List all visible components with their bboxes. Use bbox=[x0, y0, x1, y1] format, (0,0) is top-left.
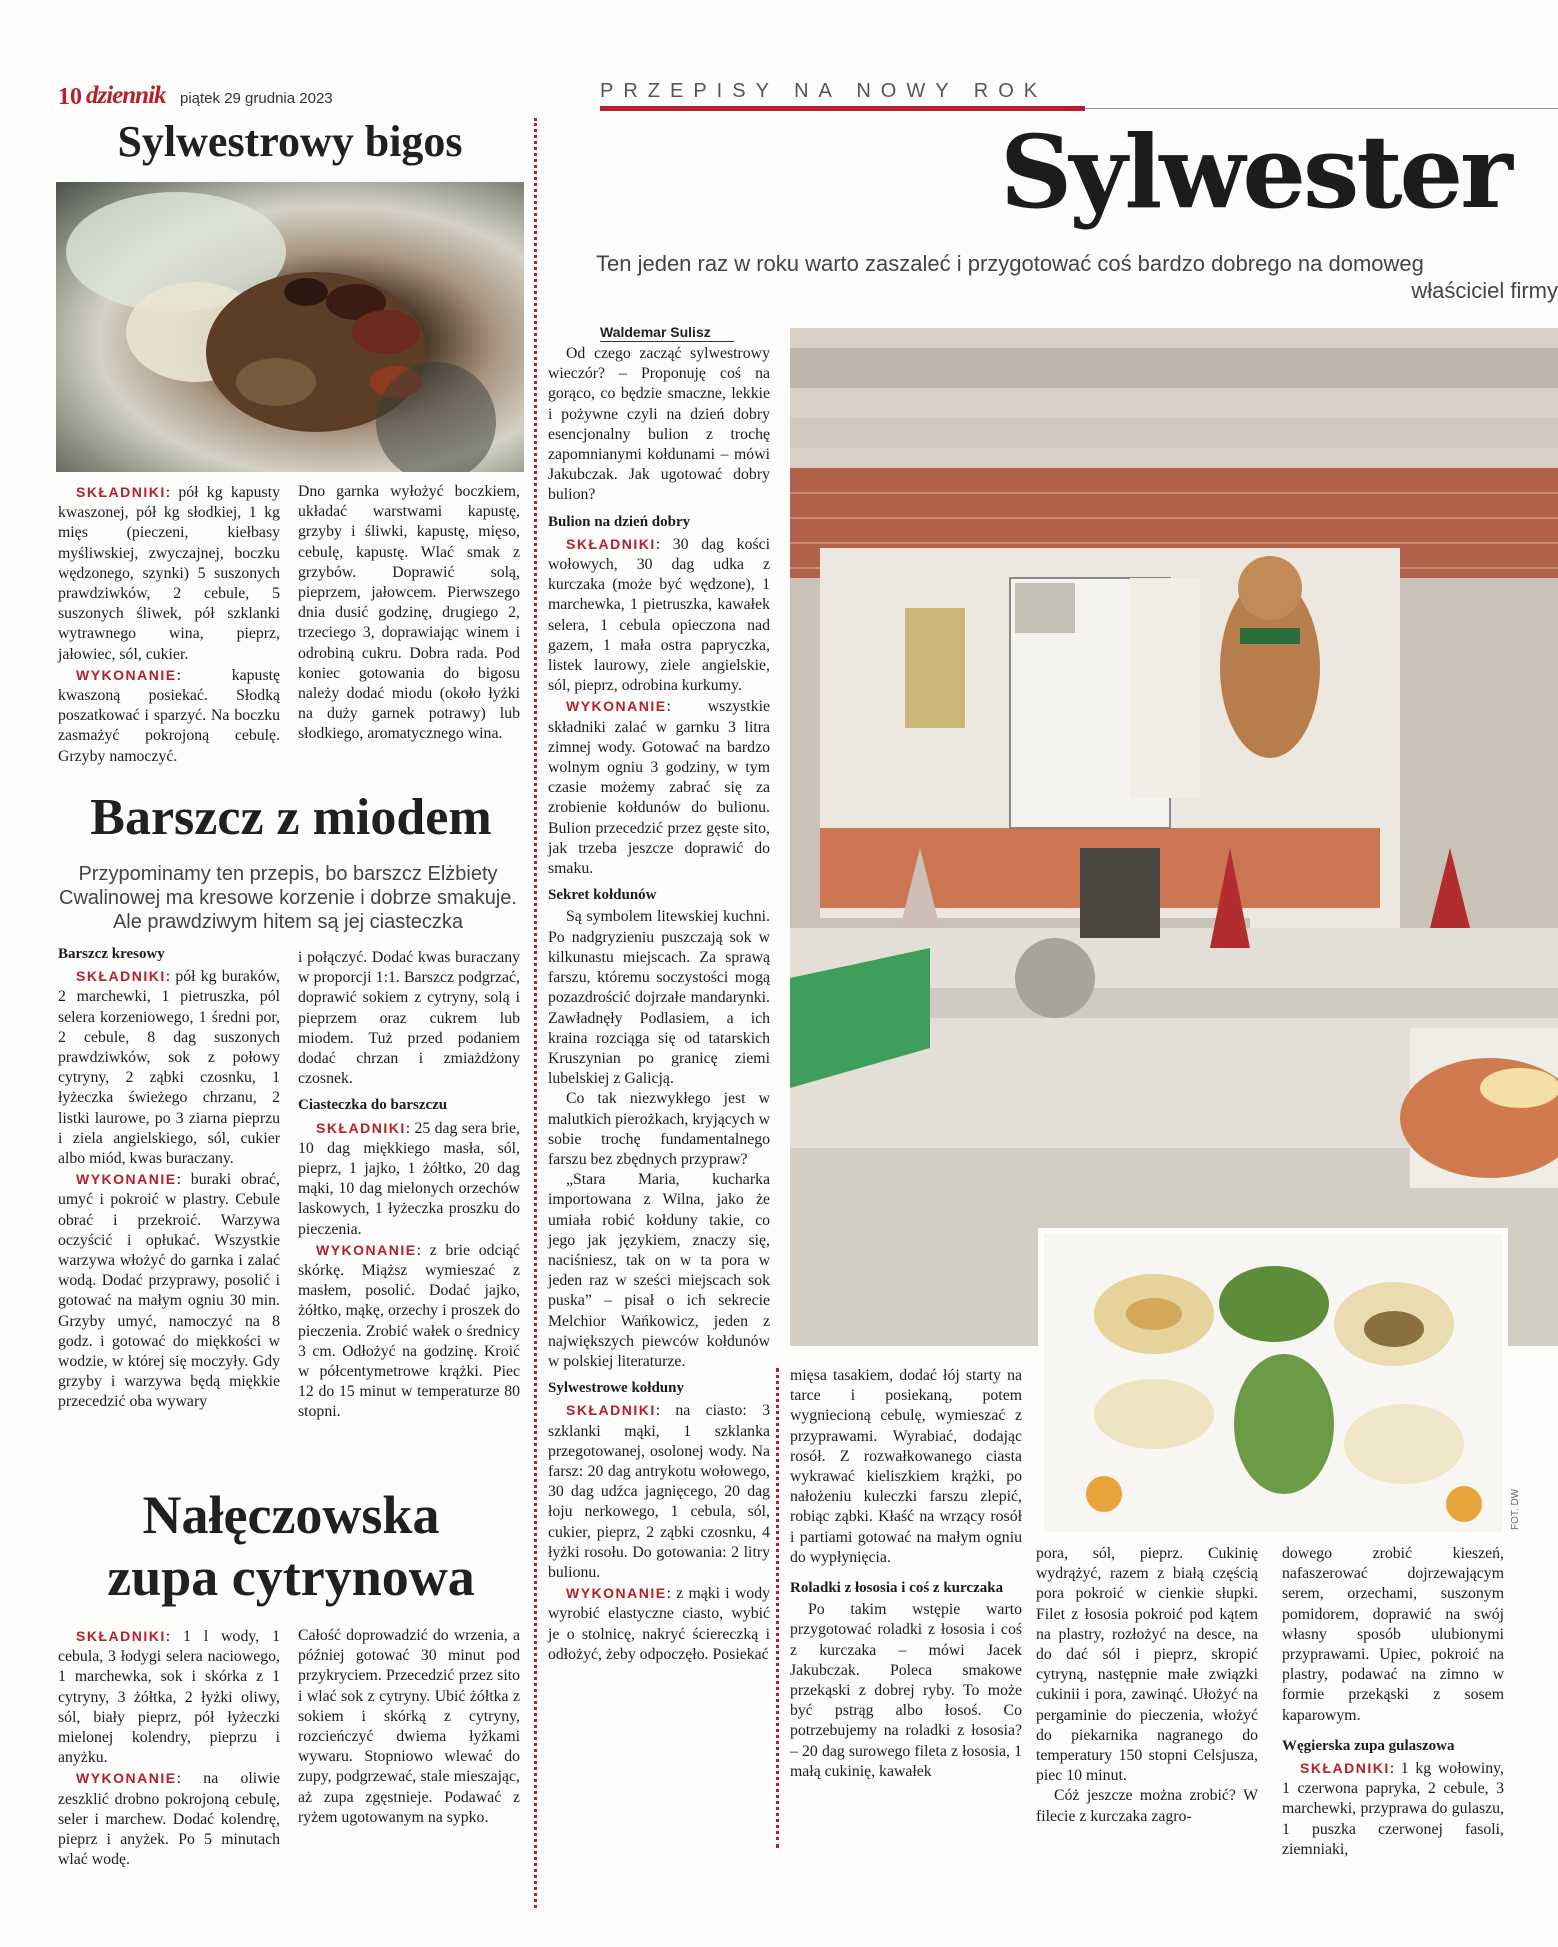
barszcz-subtitle: Barszcz kresowy bbox=[58, 946, 165, 962]
photo-credit: FOT. DW bbox=[1510, 1488, 1521, 1530]
sekret-paragraph: „Stara Maria, kucharka importowana z Wilna, jako że umiała robić kołduny takie, co jego jak językiem, znaczy się, naciśniesz, tak on w ta pora w jeden raz w sześci miejscach sok puska” – pisał o ich sekrecie Melchior Wańkowicz, jeden z największych piewców kołdunów w polskiej literaturze. bbox=[548, 1171, 770, 1370]
ingredients-label: SKŁADNIKI bbox=[566, 535, 656, 552]
section-rule bbox=[1085, 108, 1558, 109]
main-col4 bbox=[790, 1366, 1022, 1782]
gulasz-ingredients: : 1 kg wołowiny, 1 czerwona papryka, 2 cebule, 3 marchewki, przyprawa do gulaszu, 1 puszka czerwonej fasoli, ziemniaki, bbox=[1282, 1760, 1504, 1858]
col4-paragraph: mięsa tasakiem, dodać łój starty na tarce i posiekaną, potem wygniecioną cebulę, wymieszać z przyprawami. Wyrabiać, dodając rosół. Z rozwałkowanego ciasta wykrawać kieliszkiem krążki, po nałożeniu kuleczki farszu zlepić, robiąc ząbki. Kłaść na wrzący rosół i partiami gotować na małym ogniu do wypłynięcia. bbox=[790, 1367, 1022, 1566]
method-label: WYKONANIE bbox=[76, 1770, 177, 1787]
column-divider bbox=[534, 118, 537, 1908]
col5-paragraph: Cóż jeszcze można zrobić? W filecie z kurczaka zagro- bbox=[1036, 1787, 1258, 1825]
gulasz-subtitle: Węgierska zupa gulaszowa bbox=[1282, 1737, 1455, 1754]
method-label: WYKONANIE bbox=[76, 666, 177, 683]
koldun-ingredients: : na ciasto: 3 szklanki mąki, 1 szklanka przegotowanej, osolonej wody. Na farsz: 20 dag antrykotu wołowego, 30 dag udźca jagnięcego, 20 dag łoju nerkowego, 1 cebula, sól, cukier, pieprz, 2 ząbki czosnku, 4 łyżki rosołu. Do gotowania: 2 litry bulionu. bbox=[548, 1402, 770, 1581]
page-header bbox=[58, 84, 578, 114]
main-deck bbox=[596, 250, 1558, 304]
method-label: WYKONANIE bbox=[566, 1585, 667, 1602]
zupa-ingredients: : 1 l wody, 1 cebula, 3 łodygi selera naciowego, 1 marchewka, sok i skórka z 1 cytryny, 3 żółtka, 2 łyżki oliwy, sól, biały pieprz, pół łyżeczki mielonej kolendry, pieprzu i anyżku. bbox=[58, 1628, 280, 1767]
lead-text: Od czego zacząć sylwestrowy wieczór? – Proponuję coś na gorąco, co będzie smaczne, lekkie i pożywne czyli na dzień dobry esencjonalny bulion z trochę zapomnianymi kołdunami – mówi Jakubczak. Jak ugotować dobry bulion? bbox=[548, 345, 770, 504]
bulion-subtitle: Bulion na dzień dobry bbox=[548, 513, 691, 530]
page-number: 10 bbox=[58, 84, 82, 110]
zupa-title bbox=[56, 1484, 526, 1608]
main-col3 bbox=[548, 344, 770, 1665]
main-col6 bbox=[1282, 1544, 1504, 1860]
bulion-ingredients: : 30 dag kości wołowych, 30 dag udka z kurczaka (może być wędzone), 1 marchewka, 1 pietruszka, kawałek selera, 1 cebula opieczona nad gazem, 1 mała ostra papryczka, listek laurowy, ziele angielskie, sól, pieprz, odrobina kurkumy. bbox=[548, 535, 770, 695]
sekret-paragraph: Są symbolem litewskiej kuchni. Po nadgryzieniu puszczają sok w kilkunastu miejscach. Za sprawą farszu, któremu soczystości mogą pozazdrościć dojrzałe mandarynki. Zawładnęły Podlasiem, a ich kraina rozciąga się od tatarskich Kruszynian po granicę ziemi lubelskiej z Galicją. bbox=[548, 908, 770, 1088]
author-name: Waldemar Sulisz bbox=[600, 324, 711, 340]
zupa-title-line2: zupa cytrynowa bbox=[107, 1547, 475, 1607]
col5-paragraph: pora, sól, pieprz. Cukinię wydrążyć, razem z białą częścią pora pokroić w cienkie słupki. Filet z łososia pokroić pod kątem na plastry, rozłożyć na desce, na do dać sól i pieprz, skropić cytryną, następnie małe związki cukinii i pora, zawinąć. Ułożyć na pergaminie do pieczenia, włożyć do piekarnika nagranego do temperatury 150 stopni Celsjusza, piec 10 minut. bbox=[1036, 1545, 1258, 1785]
bigos-col2 bbox=[298, 482, 520, 745]
bigos-photo-art bbox=[56, 182, 524, 472]
paper-logo: dziennik bbox=[86, 82, 166, 109]
dumplings-photo-art bbox=[1044, 1234, 1502, 1532]
main-title: Sylwester bbox=[1000, 113, 1510, 231]
author-byline bbox=[600, 322, 734, 342]
ingredients-label: SKŁADNIKI bbox=[76, 1628, 166, 1644]
column-divider bbox=[776, 1368, 779, 1848]
bulion-method: : wszystkie składniki zalać w garnku 3 litra zimnej wody. Gotować na bardzo wolnym ogniu 3 godziny, w tym czasie możemy zabrać się za zrobienie kołdunów do bulionu. Bulion przecedzić przez gęste sito, jak trzeba jeszcze doprawić do smaku. bbox=[548, 698, 770, 878]
ingredients-label: SKŁADNIKI bbox=[316, 1119, 406, 1136]
ingredients-label: SKŁADNIKI bbox=[76, 968, 166, 985]
zupa-col1 bbox=[58, 1626, 280, 1870]
zupa-method: : na oliwie zeszklić drobno pokrojoną cebulę, seler i marchew. Dodać kolendrę, pieprz i anyżek. Po 5 minutach wlać wodę. bbox=[58, 1770, 280, 1869]
zupa-title-line1: Nałęczowska bbox=[142, 1485, 440, 1545]
cookie-subtitle: Ciasteczka do barszczu bbox=[298, 1097, 448, 1114]
method-label: WYKONANIE bbox=[316, 1241, 417, 1258]
section-rule-accent bbox=[600, 106, 1085, 111]
method-label: WYKONANIE bbox=[76, 1171, 177, 1188]
method-label: WYKONANIE bbox=[566, 698, 667, 715]
zupa-col2-text: Całość doprowadzić do wrzenia, a później gotować 30 minut pod przykryciem. Przecedzić przez sito i wlać sok z cytryny. Ubić żółtka z sokiem i skórką z cytryny, rozcieńczyć dwiema łyżkami wywaru. Stopniowo wlewać do zupy, podgrzewać, stale mieszając, aż zupa zgęstnieje. Podawać z ryżem ugotowanym na sypko. bbox=[298, 1627, 520, 1826]
ingredients-label: SKŁADNIKI bbox=[1300, 1760, 1390, 1777]
main-deck-line1: Ten jeden raz w roku warto zaszaleć i przygotować coś bardzo dobrego na domoweg bbox=[596, 251, 1424, 276]
zupa-col2 bbox=[298, 1626, 520, 1828]
bigos-photo bbox=[56, 182, 524, 472]
bigos-title: Sylwestrowy bigos bbox=[117, 117, 463, 166]
main-col5 bbox=[1036, 1544, 1258, 1827]
sekret-subtitle: Sekret kołdunów bbox=[548, 887, 657, 904]
kitchen-photo-art bbox=[790, 328, 1558, 1346]
col6-paragraph: dowego zrobić kieszeń, nafaszerować dojrzewającym serem, orzechami, suszonym pomidorem, doprawić na swój własny sposób ulubionymi przyprawami. Upiec, pokroić na plastry, podawać na zimno w formie przekąski z sosem kaparowym. bbox=[1282, 1545, 1504, 1724]
barszcz-title: Barszcz z miodem bbox=[90, 789, 492, 846]
barszcz-method: : buraki obrać, umyć i pokroić w plastry. Cebule obrać i przekroić. Warzywa oczyścić i opłukać. Wszystkie warzywa włożyć do garnka i zalać wodą. Dodać przyprawy, posolić i gotować na małym ogniu 30 min. Grzyby umyć, namoczyć na 8 godz. i gotować do miękkości w wodzie, w której się moczyły. Gdy grzyby i warzywa będą miękkie przecedzić oba wywary bbox=[58, 1171, 280, 1411]
section-header: PRZEPISY NA NOWY ROK bbox=[600, 80, 1048, 102]
barszcz-ingredients: : pół kg buraków, 2 marchewki, 1 pietruszka, pól selera korzeniowego, 1 średni por, 2 cebule, 8 dag suszonych prawdziwków, sok z połowy cytryny, 2 ząbki czosnku, 1 łyżeczka świeżego chrzanu, 2 listki laurowe, po 3 ziarna pieprzu i ziela angielskiego, sól, cukier albo miód, kwas buraczany. bbox=[58, 968, 280, 1168]
barszcz-col2-text: i połączyć. Dodać kwas buraczany w proporcji 1:1. Barszcz podgrzać, doprawić sokiem z cytryny, solą i pieprzem oraz cukrem lub miodem. Tuż przed podaniem dodać chrzan i zmiażdżony czosnek. bbox=[298, 949, 520, 1088]
koldun-subtitle: Sylwestrowe kołduny bbox=[548, 1380, 684, 1397]
cookie-method: : z brie odciąć skórkę. Miąższ wymieszać z masłem, posolić. Dodać jajko, żółtko, mąkę, orzechy i proszek do pieczenia. Zrobić wałek o średnicy 3 cm. Odłożyć na godzinę. Kroić w półcentymetrowe krążki. Piec 12 do 15 minut w temperaturze 80 stopni. bbox=[298, 1241, 520, 1421]
koldun-method: : z mąki i wody wyrobić elastyczne ciasto, wybić je o stolnicę, nakryć ściereczką i odłożyć, żeby odpoczęło. Posiekać bbox=[548, 1585, 770, 1663]
roladki-subtitle: Roladki z łososia i coś z kurczaka bbox=[790, 1580, 1004, 1597]
kitchen-photo bbox=[790, 328, 1558, 1346]
barszcz-deck: Przypominamy ten przepis, bo barszcz Elżbiety Cwalinowej ma kresowe korzenie i dobrze smakuje. Ale prawdziwym hitem są jej ciasteczka bbox=[59, 863, 517, 933]
bigos-method: : kapustę kwaszoną posiekać. Słodką poszatkować i sparzyć. Na boczku zasmażyć pokrojoną cebulę. Grzyby namoczyć. bbox=[58, 666, 280, 765]
cookie-ingredients: : 25 dag sera brie, 10 dag miękkiego masła, sól, pieprz, 1 jajko, 1 żółtko, 20 dag mąki, 10 dag mielonych orzechów laskowych, 1 łyżeczka proszku do pieczenia. bbox=[298, 1119, 520, 1238]
ingredients-label: SKŁADNIKI bbox=[76, 484, 166, 500]
bigos-ingredients: : pół kg kapusty kwaszonej, pół kg słodkiej, 1 kg mięs (pieczeni, kiełbasy myśliwskiej, zwyczajnej, boczku wędzonego, szynki) 5 suszonych prawdziwków, 2 cebule, 5 suszonych śliwek, pół szklanki wytrawnego wina, pieprz, jałowiec, sól, cukier. bbox=[58, 484, 280, 663]
issue-date: piątek 29 grudnia 2023 bbox=[180, 90, 333, 107]
roladki-paragraph: Po takim wstępie warto przygotować roladki z łososia i coś z kurczaka – mówi Jacek Jakubczak. Poleca smakowe przekąski z dobrej ryby. To może być pstrąg albo łosoś. Co potrzebujemy na roladki z łososia? – 20 dag surowego fileta z łososia, 1 małą cukinię, kawałek bbox=[790, 1601, 1022, 1780]
ingredients-label: SKŁADNIKI bbox=[566, 1402, 656, 1419]
bigos-col2-text: Dno garnka wyłożyć boczkiem, układać warstwami kapustę, grzyby i śliwki, kapustę, mięso, cebulę, kapustę. Wlać smak z grzybów. Doprawić solą, pieprzem, jałowcem. Pierwszego dnia dusić godzinę, drugiego 2, trzeciego 3, doprawiając winem i odrobiną cukru. Dobra rada. Pod koniec gotowania do bigosu należy dodać miodu (około łyżki na duży garnek potrawy) lub słodkiego, aromatycznego wina. bbox=[298, 483, 520, 743]
bigos-col1 bbox=[58, 482, 280, 767]
barszcz-col1 bbox=[58, 944, 280, 1413]
barszcz-col2 bbox=[298, 948, 520, 1423]
sekret-paragraph: Co tak niezwykłego jest w malutkich pierożkach, kryjących w sobie trochę fundamentalnego farszu bez zbędnych przypraw? bbox=[548, 1090, 770, 1168]
dumplings-photo bbox=[1038, 1228, 1508, 1538]
main-deck-line2: właściciel firmy bbox=[1411, 278, 1558, 303]
